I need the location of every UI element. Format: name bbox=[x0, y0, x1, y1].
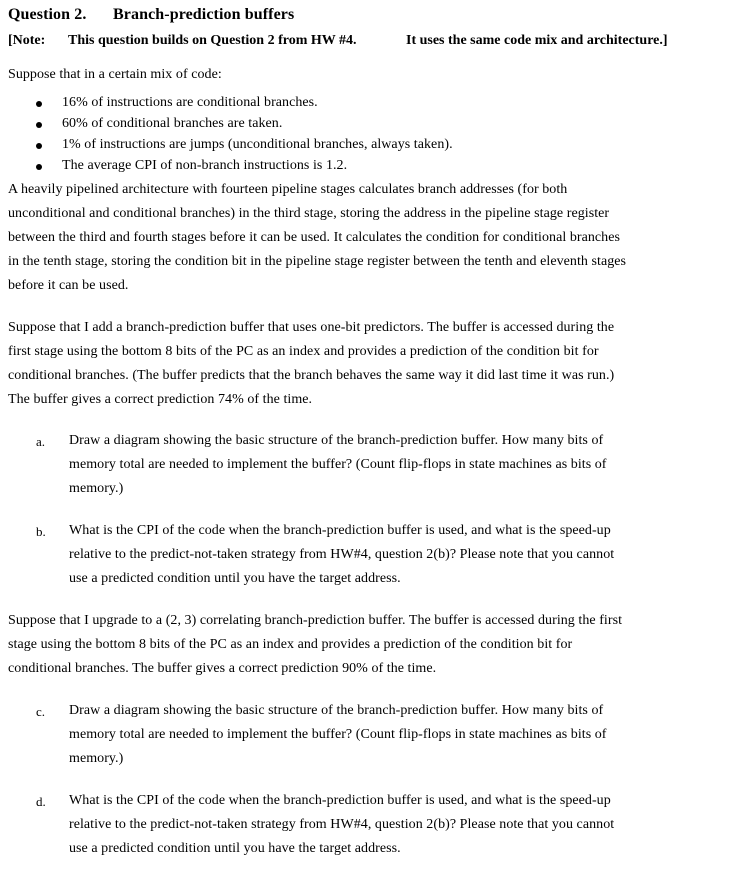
bullet-dot-icon bbox=[36, 164, 42, 170]
paragraph-line: between the third and fourth stages before it can be used. It calculates the condition for conditional branches bbox=[8, 230, 620, 245]
question-line: Draw a diagram showing the basic structure of the branch-prediction buffer. How many bits of bbox=[69, 433, 604, 448]
question-line: use a predicted condition until you have the target address. bbox=[69, 571, 401, 586]
question-line: memory total are needed to implement the buffer? (Count flip-flops in state machines as bits of bbox=[69, 457, 607, 472]
question-letter: d. bbox=[36, 794, 46, 809]
bullet-item: The average CPI of non-branch instructions is 1.2. bbox=[62, 158, 348, 173]
question-letter: a. bbox=[36, 434, 46, 449]
question-letter: b. bbox=[36, 524, 46, 539]
question-line: memory.) bbox=[69, 751, 124, 766]
paragraph-line: stage using the bottom 8 bits of the PC as an index and provides a prediction of the condition bit for bbox=[8, 637, 573, 652]
paragraph-line: The buffer gives a correct prediction 74% of the time. bbox=[8, 392, 313, 407]
paragraph-line: unconditional and conditional branches) in the third stage, storing the address in the pipeline stage register bbox=[8, 206, 610, 221]
paragraph-line: first stage using the bottom 8 bits of the PC as an index and provides a prediction of the condition bit for bbox=[8, 344, 599, 359]
bullet-dot-icon bbox=[36, 143, 42, 149]
bullet-item: 60% of conditional branches are taken. bbox=[62, 116, 283, 131]
question-title: Branch-prediction buffers bbox=[113, 6, 295, 23]
paragraph-line: Suppose that I add a branch-prediction buffer that uses one-bit predictors. The buffer is accessed during the bbox=[8, 320, 615, 335]
paragraph-line: conditional branches. The buffer gives a correct prediction 90% of the time. bbox=[8, 661, 437, 676]
paragraph-line: Suppose that I upgrade to a (2, 3) correlating branch-prediction buffer. The buffer is accessed during the first bbox=[8, 613, 623, 628]
intro-text: Suppose that in a certain mix of code: bbox=[8, 67, 222, 82]
question-line: memory total are needed to implement the buffer? (Count flip-flops in state machines as bits of bbox=[69, 727, 607, 742]
question-line: use a predicted condition until you have the target address. bbox=[69, 841, 401, 856]
question-line: Draw a diagram showing the basic structure of the branch-prediction buffer. How many bits of bbox=[69, 703, 604, 718]
question-line: relative to the predict-not-taken strategy from HW#4, question 2(b)? Please note that you cannot bbox=[69, 547, 615, 562]
bullet-dot-icon bbox=[36, 101, 42, 107]
paragraph-line: A heavily pipelined architecture with fourteen pipeline stages calculates branch addresses (for both bbox=[8, 182, 568, 197]
question-number: Question 2. bbox=[8, 6, 87, 23]
paragraph-line: conditional branches. (The buffer predicts that the branch behaves the same way it did last time it was run.) bbox=[8, 368, 615, 383]
question-letter: c. bbox=[36, 704, 46, 719]
paragraph-line: in the tenth stage, storing the condition bit in the pipeline stage register between the tenth and eleventh stages bbox=[8, 254, 627, 269]
question-line: memory.) bbox=[69, 481, 124, 496]
note-text: This question builds on Question 2 from HW #4. bbox=[68, 33, 357, 48]
note-label: [Note: bbox=[8, 33, 46, 48]
question-line: relative to the predict-not-taken strategy from HW#4, question 2(b)? Please note that you cannot bbox=[69, 817, 615, 832]
paragraph-line: before it can be used. bbox=[8, 278, 129, 293]
question-line: What is the CPI of the code when the branch-prediction buffer is used, and what is the speed-up bbox=[69, 793, 611, 808]
bullet-item: 1% of instructions are jumps (unconditional branches, always taken). bbox=[62, 137, 453, 152]
note-text-2: It uses the same code mix and architecture.] bbox=[406, 33, 668, 48]
question-line: What is the CPI of the code when the branch-prediction buffer is used, and what is the speed-up bbox=[69, 523, 611, 538]
bullet-item: 16% of instructions are conditional branches. bbox=[62, 95, 318, 110]
bullet-dot-icon bbox=[36, 122, 42, 128]
